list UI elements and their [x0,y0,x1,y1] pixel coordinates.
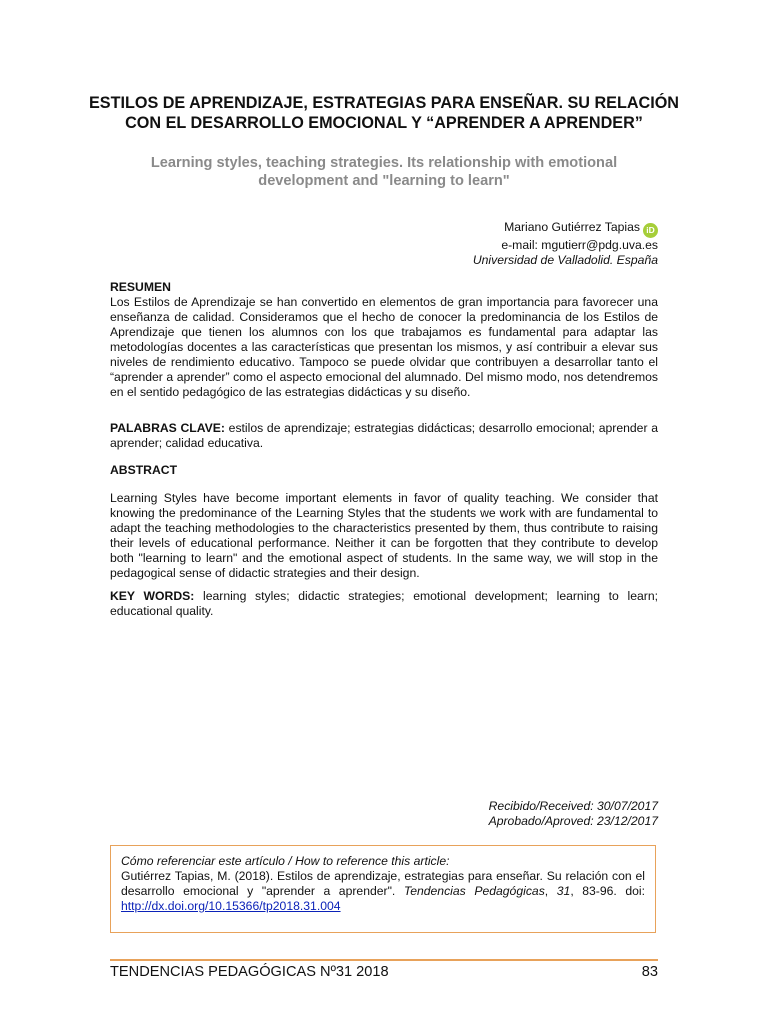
footer-journal: TENDENCIAS PEDAGÓGICAS Nº31 2018 [110,964,389,980]
page-number: 83 [641,964,658,980]
approved-date: Aprobado/Aproved: 23/12/2017 [488,814,658,828]
article-title-es: ESTILOS DE APRENDIZAJE, ESTRATEGIAS PARA ENSEÑAR. SU RELACIÓN CON EL DESARROLLO EMOCIONAL Y “APRENDER A APRENDER” [88,94,679,132]
received-date: Recibido/Received: 30/07/2017 [488,799,658,813]
resumen-section [110,280,658,400]
orcid-icon[interactable]: iD [643,223,658,238]
author-block [473,220,658,268]
dates-block [489,799,658,829]
reference-box [110,845,656,933]
author-email: e-mail: mgutierr@pdg.uva.es [501,238,658,252]
resumen-heading: RESUMEN [110,280,171,294]
reference-journal: Tendencias Pedagógicas [403,884,545,898]
abstract-text: Learning Styles have become important elements in favor of quality teaching. We consider that knowing the predominance of the Learning Styles that the students we work with are fundamental to adapt the teaching methodologies to the characteristics presented by them, thus contribute to raising their levels of educational performance. Neither it can be forgotten that they contribute to develop both "learning to learn" and the emotional aspect of students. In the same way, we will stop in the pedagogical sense of didactic strategies and their design. [110,491,658,580]
key-words-label: KEY WORDS: [110,589,195,603]
footer-divider [110,959,658,961]
key-words-text: learning styles; didactic strategies; emotional development; learning to learn; educational quality. [110,589,658,618]
author-affiliation: Universidad de Valladolid. España [472,253,658,267]
key-words-section [110,589,658,619]
palabras-clave-text: estilos de aprendizaje; estrategias didácticas; desarrollo emocional; aprender a aprender; calidad educativa. [110,421,658,450]
article-title-en: Learning styles, teaching strategies. Its relationship with emotional development and "learning to learn" [150,155,618,189]
palabras-clave-section [110,421,658,451]
doi-link[interactable]: http://dx.doi.org/10.15366/tp2018.31.004 [121,899,341,913]
palabras-clave-label: PALABRAS CLAVE: [110,421,225,435]
resumen-text: Los Estilos de Aprendizaje se han convertido en elementos de gran importancia para favorecer una enseñanza de calidad. Consideramos que el hecho de conocer la predominancia de los Estilos de Aprendizaje que tienen los alumnos con los que trabajamos es fundamental para adaptar las metodologías docentes a las características que presentan los mismos, y así contribuir a elevar sus niveles de rendimiento educativo. Tampoco se puede olvidar que contribuyen a desarrollar tanto el “aprender a aprender” como el aspecto emocional del alumnado. Del mismo modo, nos detendremos en el sentido pedagógico de las estrategias didácticas y su diseño. [110,295,658,399]
reference-title: Cómo referenciar este artículo / How to reference this article: [121,854,450,868]
reference-volume: 31 [556,884,571,898]
reference-citation: Gutiérrez Tapias, M. (2018). Estilos de aprendizaje, estrategias para enseñar. Su relación con el desarrollo emocional y "aprender a aprender". Tendencias Pedagógicas, 31, 83-96. doi: http://dx.doi.org/10.15366/tp2018.31.004 [121,869,646,913]
abstract-heading: ABSTRACT [110,463,178,477]
author-name: Mariano Gutiérrez Tapias [504,220,640,234]
